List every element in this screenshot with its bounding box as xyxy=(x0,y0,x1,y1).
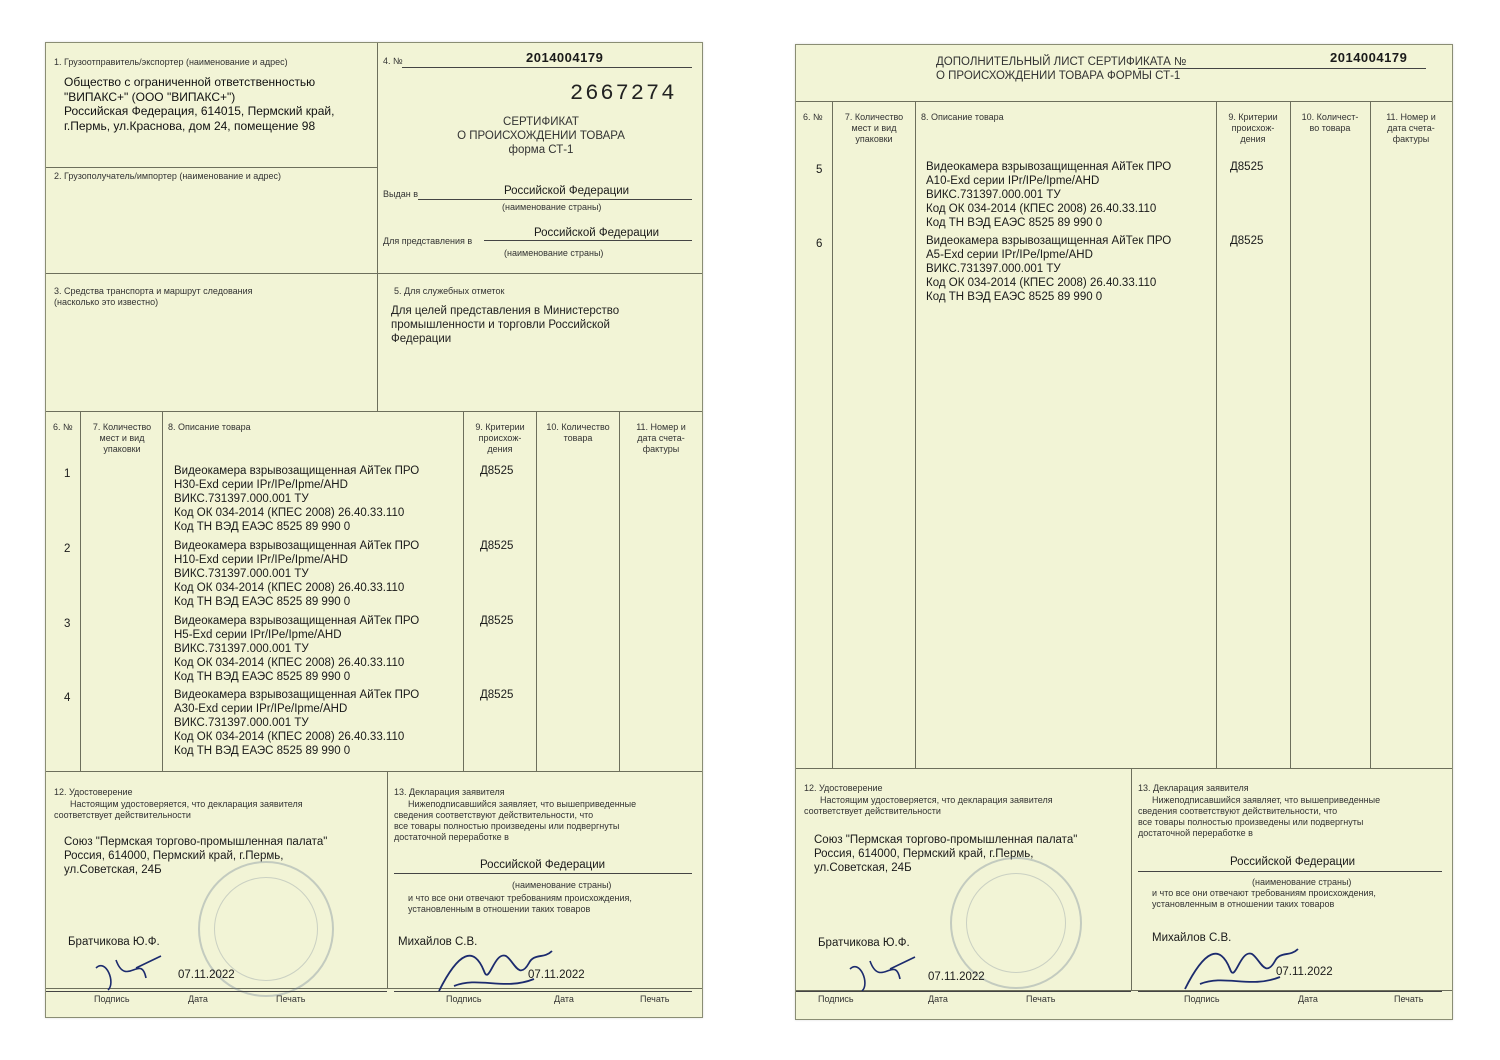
submitted-country-hint: (наименование страны) xyxy=(504,248,604,258)
col-packages-header: 7. Количество мест и вид упаковки xyxy=(844,112,904,144)
signer-12: Братчикова Ю.Ф. xyxy=(818,937,910,949)
col-quantity-header: 10. Количество товара xyxy=(546,422,610,443)
date-label: Дата xyxy=(928,994,948,1004)
item-description: Видеокамера взрывозащищенная АйТек ПРО Н10-Exd серии IPr/IPe/Ipme/AHD ВИКС.731397.000.001 ТУ Код ОК 034-2014 (КПЕС 2008) 26.40.33.110 Код ТН ВЭД ЕАЭС 8525 89 990 0 xyxy=(174,540,420,608)
submitted-country: Российской Федерации xyxy=(534,227,660,239)
item-number: 2 xyxy=(64,543,71,555)
box4-label: 4. № xyxy=(383,56,403,66)
date-label: Дата xyxy=(1298,994,1318,1004)
certificate-page xyxy=(45,42,703,1018)
item-description: Видеокамера взрывозащищенная АйТек ПРО Н30-Exd серии IPr/IPe/Ipme/AHD ВИКС.731397.000.001 ТУ Код ОК 034-2014 (КПЕС 2008) 26.40.33.110 Код ТН ВЭД ЕАЭС 8525 89 990 0 xyxy=(174,465,420,533)
date-13: 07.11.2022 xyxy=(1276,966,1333,978)
item-criteria: Д8525 xyxy=(1230,235,1264,247)
date-label: Дата xyxy=(188,994,208,1004)
signer-13: Михайлов С.В. xyxy=(1152,932,1232,944)
issued-country-hint: (наименование страны) xyxy=(502,202,602,212)
item-criteria: Д8525 xyxy=(1230,161,1264,173)
col-invoice-header: 11. Номер и дата счета- фактуры xyxy=(636,422,686,454)
item-description: Видеокамера взрывозащищенная АйТек ПРО Н5-Exd серии IPr/IPe/Ipme/AHD ВИКС.731397.000.001 ТУ Код ОК 034-2014 (КПЕС 2008) 26.40.33.110 Код ТН ВЭД ЕАЭС 8525 89 990 0 xyxy=(174,615,420,683)
seal-label: Печать xyxy=(1394,994,1424,1004)
col-criteria-header: 9. Критерии происхож- дения xyxy=(1228,112,1278,144)
seal-label: Печать xyxy=(1026,994,1056,1004)
sign-label: Подпись xyxy=(446,994,482,1004)
sign-label: Подпись xyxy=(818,994,854,1004)
chamber-address: Союз "Пермская торгово-промышленная палата" Россия, 614000, Пермский край, г.Пермь, ул.Советская, 24Б xyxy=(814,834,1078,874)
box12-text: Настоящим удостоверяется, что декларация заявителя соответствует действительности xyxy=(804,795,1053,816)
item-number: 5 xyxy=(816,164,823,176)
box5-text: Для целей представления в Министерство промышленности и торговли Российской Федерации xyxy=(391,305,620,345)
item-number: 1 xyxy=(64,468,71,480)
issued-country: Российской Федерации xyxy=(504,185,630,197)
box13-text: Нижеподписавшийся заявляет, что вышеприведенные сведения соответствуют действительности, что все товары полностью произведены или подвергнуты достаточной переработке в xyxy=(394,799,637,842)
date-12: 07.11.2022 xyxy=(178,969,235,981)
item-criteria: Д8525 xyxy=(480,540,514,552)
col-description-header: 8. Описание товара xyxy=(168,422,251,432)
box13-text2: и что все они отвечают требованиям происхождения, установленным в отношении таких товаров xyxy=(1152,888,1376,909)
item-description: Видеокамера взрывозащищенная АйТек ПРО А5-Exd серии IPr/IPe/Ipme/AHD ВИКС.731397.000.001 ТУ Код ОК 034-2014 (КПЕС 2008) 26.40.33.110 Код ТН ВЭД ЕАЭС 8525 89 990 0 xyxy=(926,235,1172,303)
box13-label: 13. Декларация заявителя xyxy=(1138,783,1249,793)
col-invoice-header: 11. Номер и дата счета- фактуры xyxy=(1386,112,1436,144)
issued-label: Выдан в xyxy=(383,189,418,199)
item-number: 4 xyxy=(64,692,71,704)
box1-label: 1. Грузоотправитель/экспортер (наименование и адрес) xyxy=(54,57,288,67)
col-quantity-header: 10. Количест- во товара xyxy=(1301,112,1359,133)
submitted-label: Для представления в xyxy=(383,236,473,246)
additional-sheet-page xyxy=(795,44,1453,1020)
col-criteria-header: 9. Критерии происхож- дения xyxy=(475,422,525,454)
item-number: 6 xyxy=(816,238,823,250)
col-description-header: 8. Описание товара xyxy=(921,112,1004,122)
certificate-title: СЕРТИФИКАТ О ПРОИСХОЖДЕНИИ ТОВАРА форма СТ-1 xyxy=(457,116,625,156)
chamber-address: Союз "Пермская торгово-промышленная палата" Россия, 614000, Пермский край, г.Пермь, ул.Советская, 24Б xyxy=(64,836,328,876)
date-label: Дата xyxy=(554,994,574,1004)
item-number: 3 xyxy=(64,618,71,630)
col-packages-header: 7. Количество мест и вид упаковки xyxy=(92,422,152,454)
date-13: 07.11.2022 xyxy=(528,969,585,981)
sign-label: Подпись xyxy=(1184,994,1220,1004)
col-number-header: 6. № xyxy=(53,422,73,432)
box3-label: 3. Средства транспорта и маршрут следования (насколько это известно) xyxy=(54,286,253,307)
item-criteria: Д8525 xyxy=(480,465,514,477)
item-criteria: Д8525 xyxy=(480,689,514,701)
sign-label: Подпись xyxy=(94,994,130,1004)
box12-label: 12. Удостоверение xyxy=(804,783,883,793)
box12-label: 12. Удостоверение xyxy=(54,787,133,797)
item-description: Видеокамера взрывозащищенная АйТек ПРО А10-Exd серии IPr/IPe/Ipme/AHD ВИКС.731397.000.001 ТУ Код ОК 034-2014 (КПЕС 2008) 26.40.33.110 Код ТН ВЭД ЕАЭС 8525 89 990 0 xyxy=(926,161,1172,229)
certificate-number: 2014004179 xyxy=(1330,50,1408,65)
box5-label: 5. Для служебных отметок xyxy=(394,286,505,296)
additional-sheet-title: ДОПОЛНИТЕЛЬНЫЙ ЛИСТ СЕРТИФИКАТА № О ПРОИСХОЖДЕНИИ ТОВАРА ФОРМЫ СТ-1 xyxy=(936,56,1187,82)
declaration-country-hint: (наименование страны) xyxy=(1252,877,1352,887)
declaration-country-hint: (наименование страны) xyxy=(512,880,612,890)
certificate-number: 2014004179 xyxy=(526,50,604,65)
item-description: Видеокамера взрывозащищенная АйТек ПРО А30-Exd серии IPr/IPe/Ipme/AHD ВИКС.731397.000.001 ТУ Код ОК 034-2014 (КПЕС 2008) 26.40.33.110 Код ТН ВЭД ЕАЭС 8525 89 990 0 xyxy=(174,689,420,757)
box13-label: 13. Декларация заявителя xyxy=(394,787,505,797)
signer-13: Михайлов С.В. xyxy=(398,936,478,948)
box13-text2: и что все они отвечают требованиям происхождения, установленным в отношении таких товаров xyxy=(408,893,632,914)
item-criteria: Д8525 xyxy=(480,615,514,627)
signer-12: Братчикова Ю.Ф. xyxy=(68,936,160,948)
date-12: 07.11.2022 xyxy=(928,971,985,983)
seal-label: Печать xyxy=(640,994,670,1004)
declaration-country: Российской Федерации xyxy=(1230,856,1356,868)
col-number-header: 6. № xyxy=(803,112,823,122)
serial-number: 2667274 xyxy=(570,81,677,106)
declaration-country: Российской Федерации xyxy=(480,859,606,871)
box13-text: Нижеподписавшийся заявляет, что вышеприведенные сведения соответствуют действительности, что все товары полностью произведены или подвергнуты достаточной переработке в xyxy=(1138,795,1381,838)
box12-text: Настоящим удостоверяется, что декларация заявителя соответствует действительности xyxy=(54,799,303,820)
box2-label: 2. Грузополучатель/импортер (наименование и адрес) xyxy=(54,171,281,181)
exporter-address: Общество с ограниченной ответственностью "ВИПАКС+" (ООО "ВИПАКС+") Российская Федерация, 614015, Пермский край, г.Пермь, ул.Краснова, дом 24, помещение 98 xyxy=(64,75,335,133)
seal-label: Печать xyxy=(276,994,306,1004)
